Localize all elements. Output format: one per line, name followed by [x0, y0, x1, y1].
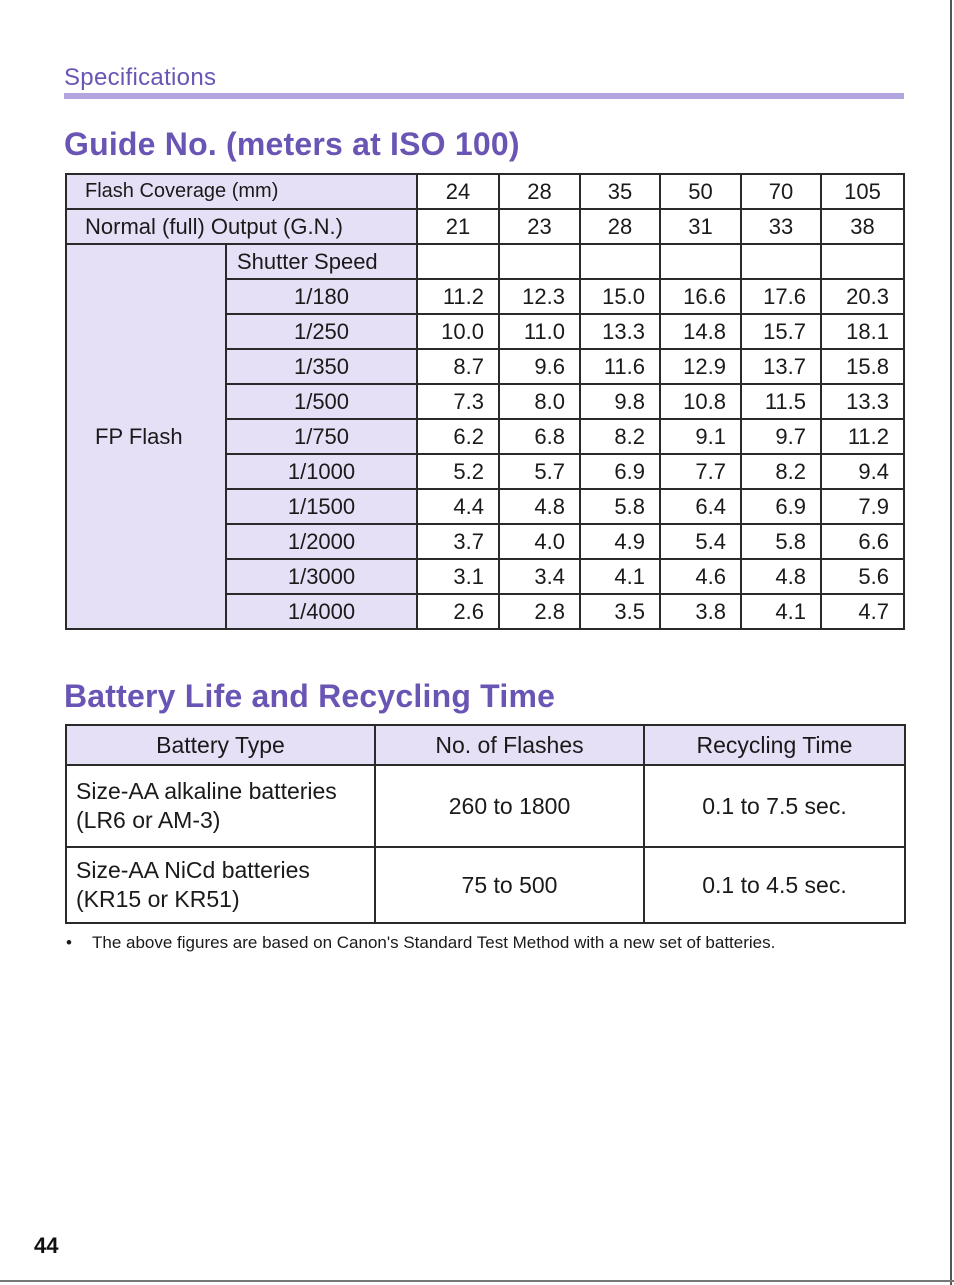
flashes-header: No. of Flashes [375, 725, 644, 765]
gn-cell: 15.0 [580, 279, 660, 314]
coverage-row [66, 174, 904, 209]
gn-cell: 11.2 [417, 279, 499, 314]
battery-type-line: (LR6 or AM-3) [76, 807, 221, 833]
empty-cell [821, 244, 904, 279]
gn-cell: 4.8 [499, 489, 580, 524]
gn-cell: 7.7 [660, 454, 741, 489]
bullet-icon: • [66, 933, 72, 952]
gn-cell: 8.7 [417, 349, 499, 384]
shutter-speed-cell: 1/250 [226, 314, 417, 349]
gn-cell: 13.7 [741, 349, 821, 384]
gn-cell: 8.2 [741, 454, 821, 489]
footnote [66, 933, 775, 953]
gn-cell: 5.6 [821, 559, 904, 594]
gn-cell: 6.9 [741, 489, 821, 524]
fp-flash-label: FP Flash [66, 244, 226, 629]
gn-cell: 14.8 [660, 314, 741, 349]
flashes-cell: 75 to 500 [375, 847, 644, 923]
gn-cell: 13.3 [821, 384, 904, 419]
page-number: 44 [34, 1233, 59, 1258]
empty-cell [580, 244, 660, 279]
recycling-time-header: Recycling Time [644, 725, 905, 765]
gn-cell: 5.2 [417, 454, 499, 489]
gn-cell: 8.2 [580, 419, 660, 454]
shutter-speed-cell: 1/1000 [226, 454, 417, 489]
gn-cell: 4.1 [580, 559, 660, 594]
gn-cell: 6.9 [580, 454, 660, 489]
shutter-speed-cell: 1/1500 [226, 489, 417, 524]
section-label: Specifications [64, 64, 217, 91]
battery-life-title: Battery Life and Recycling Time [64, 678, 556, 714]
battery-table [65, 724, 906, 924]
gn-cell: 10.8 [660, 384, 741, 419]
gn-cell: 3.1 [417, 559, 499, 594]
gn-cell: 4.1 [741, 594, 821, 629]
gn-cell: 12.3 [499, 279, 580, 314]
normal-output-cell: 21 [417, 209, 499, 244]
shutter-speed-cell: 1/500 [226, 384, 417, 419]
battery-row [66, 847, 905, 923]
gn-cell: 9.1 [660, 419, 741, 454]
battery-row [66, 765, 905, 847]
coverage-cell: 24 [417, 174, 499, 209]
gn-cell: 16.6 [660, 279, 741, 314]
gn-cell: 4.0 [499, 524, 580, 559]
gn-cell: 9.6 [499, 349, 580, 384]
battery-type-line: Size-AA alkaline batteries [76, 778, 337, 804]
gn-cell: 12.9 [660, 349, 741, 384]
shutter-speed-cell: 1/350 [226, 349, 417, 384]
gn-cell: 2.6 [417, 594, 499, 629]
gn-cell: 4.6 [660, 559, 741, 594]
gn-cell: 17.6 [741, 279, 821, 314]
coverage-cell: 50 [660, 174, 741, 209]
battery-table-body [66, 725, 905, 923]
gn-cell: 20.3 [821, 279, 904, 314]
guide-number-title: Guide No. (meters at ISO 100) [64, 126, 520, 162]
shutter-speed-cell: 1/750 [226, 419, 417, 454]
coverage-cell: 28 [499, 174, 580, 209]
shutter-speed-cell: 1/4000 [226, 594, 417, 629]
battery-type-line: (KR15 or KR51) [76, 886, 240, 912]
gn-cell: 9.7 [741, 419, 821, 454]
shutter-speed-cell: 1/3000 [226, 559, 417, 594]
coverage-cell: 70 [741, 174, 821, 209]
section-divider [64, 93, 904, 99]
empty-cell [499, 244, 580, 279]
gn-cell: 5.7 [499, 454, 580, 489]
gn-cell: 7.3 [417, 384, 499, 419]
gn-cell: 3.4 [499, 559, 580, 594]
normal-output-label: Normal (full) Output (G.N.) [66, 209, 417, 244]
empty-cell [660, 244, 741, 279]
gn-cell: 6.8 [499, 419, 580, 454]
gn-cell: 11.0 [499, 314, 580, 349]
gn-cell: 4.4 [417, 489, 499, 524]
gn-cell: 4.8 [741, 559, 821, 594]
battery-type-cell [66, 847, 375, 923]
gn-cell: 11.2 [821, 419, 904, 454]
coverage-cell: 105 [821, 174, 904, 209]
gn-cell: 3.5 [580, 594, 660, 629]
coverage-cell: 35 [580, 174, 660, 209]
battery-header-row [66, 725, 905, 765]
normal-output-cell: 33 [741, 209, 821, 244]
gn-cell: 2.8 [499, 594, 580, 629]
gn-cell: 6.4 [660, 489, 741, 524]
gn-cell: 18.1 [821, 314, 904, 349]
shutter-speed-cell: 1/2000 [226, 524, 417, 559]
flashes-cell: 260 to 1800 [375, 765, 644, 847]
gn-cell: 5.8 [580, 489, 660, 524]
normal-output-cell: 38 [821, 209, 904, 244]
gn-cell: 11.6 [580, 349, 660, 384]
normal-output-cell: 31 [660, 209, 741, 244]
gn-cell: 5.8 [741, 524, 821, 559]
recycling-time-cell: 0.1 to 4.5 sec. [644, 847, 905, 923]
guide-number-table [65, 173, 905, 630]
page-edge-right [950, 0, 952, 1285]
gn-cell: 15.7 [741, 314, 821, 349]
gn-cell: 15.8 [821, 349, 904, 384]
gn-cell: 9.4 [821, 454, 904, 489]
empty-cell [741, 244, 821, 279]
recycling-time-cell: 0.1 to 7.5 sec. [644, 765, 905, 847]
gn-cell: 4.9 [580, 524, 660, 559]
gn-cell: 6.6 [821, 524, 904, 559]
normal-output-cell: 28 [580, 209, 660, 244]
footnote-text: The above figures are based on Canon's Standard Test Method with a new set of batteries. [92, 933, 776, 952]
gn-cell: 5.4 [660, 524, 741, 559]
gn-cell: 6.2 [417, 419, 499, 454]
battery-type-header: Battery Type [66, 725, 375, 765]
battery-type-cell [66, 765, 375, 847]
gn-cell: 8.0 [499, 384, 580, 419]
gn-cell: 4.7 [821, 594, 904, 629]
normal-output-row [66, 209, 904, 244]
gn-cell: 10.0 [417, 314, 499, 349]
coverage-label: Flash Coverage (mm) [66, 174, 417, 209]
gn-cell: 13.3 [580, 314, 660, 349]
battery-type-line: Size-AA NiCd batteries [76, 857, 310, 883]
empty-cell [417, 244, 499, 279]
gn-cell: 3.8 [660, 594, 741, 629]
shutter-speed-label: Shutter Speed [226, 244, 417, 279]
page-edge-bottom [0, 1280, 954, 1282]
guide-table-body [66, 174, 904, 629]
gn-cell: 9.8 [580, 384, 660, 419]
gn-cell: 7.9 [821, 489, 904, 524]
normal-output-cell: 23 [499, 209, 580, 244]
gn-cell: 11.5 [741, 384, 821, 419]
gn-cell: 3.7 [417, 524, 499, 559]
shutter-speed-cell: 1/180 [226, 279, 417, 314]
shutter-speed-header-row [66, 244, 904, 279]
